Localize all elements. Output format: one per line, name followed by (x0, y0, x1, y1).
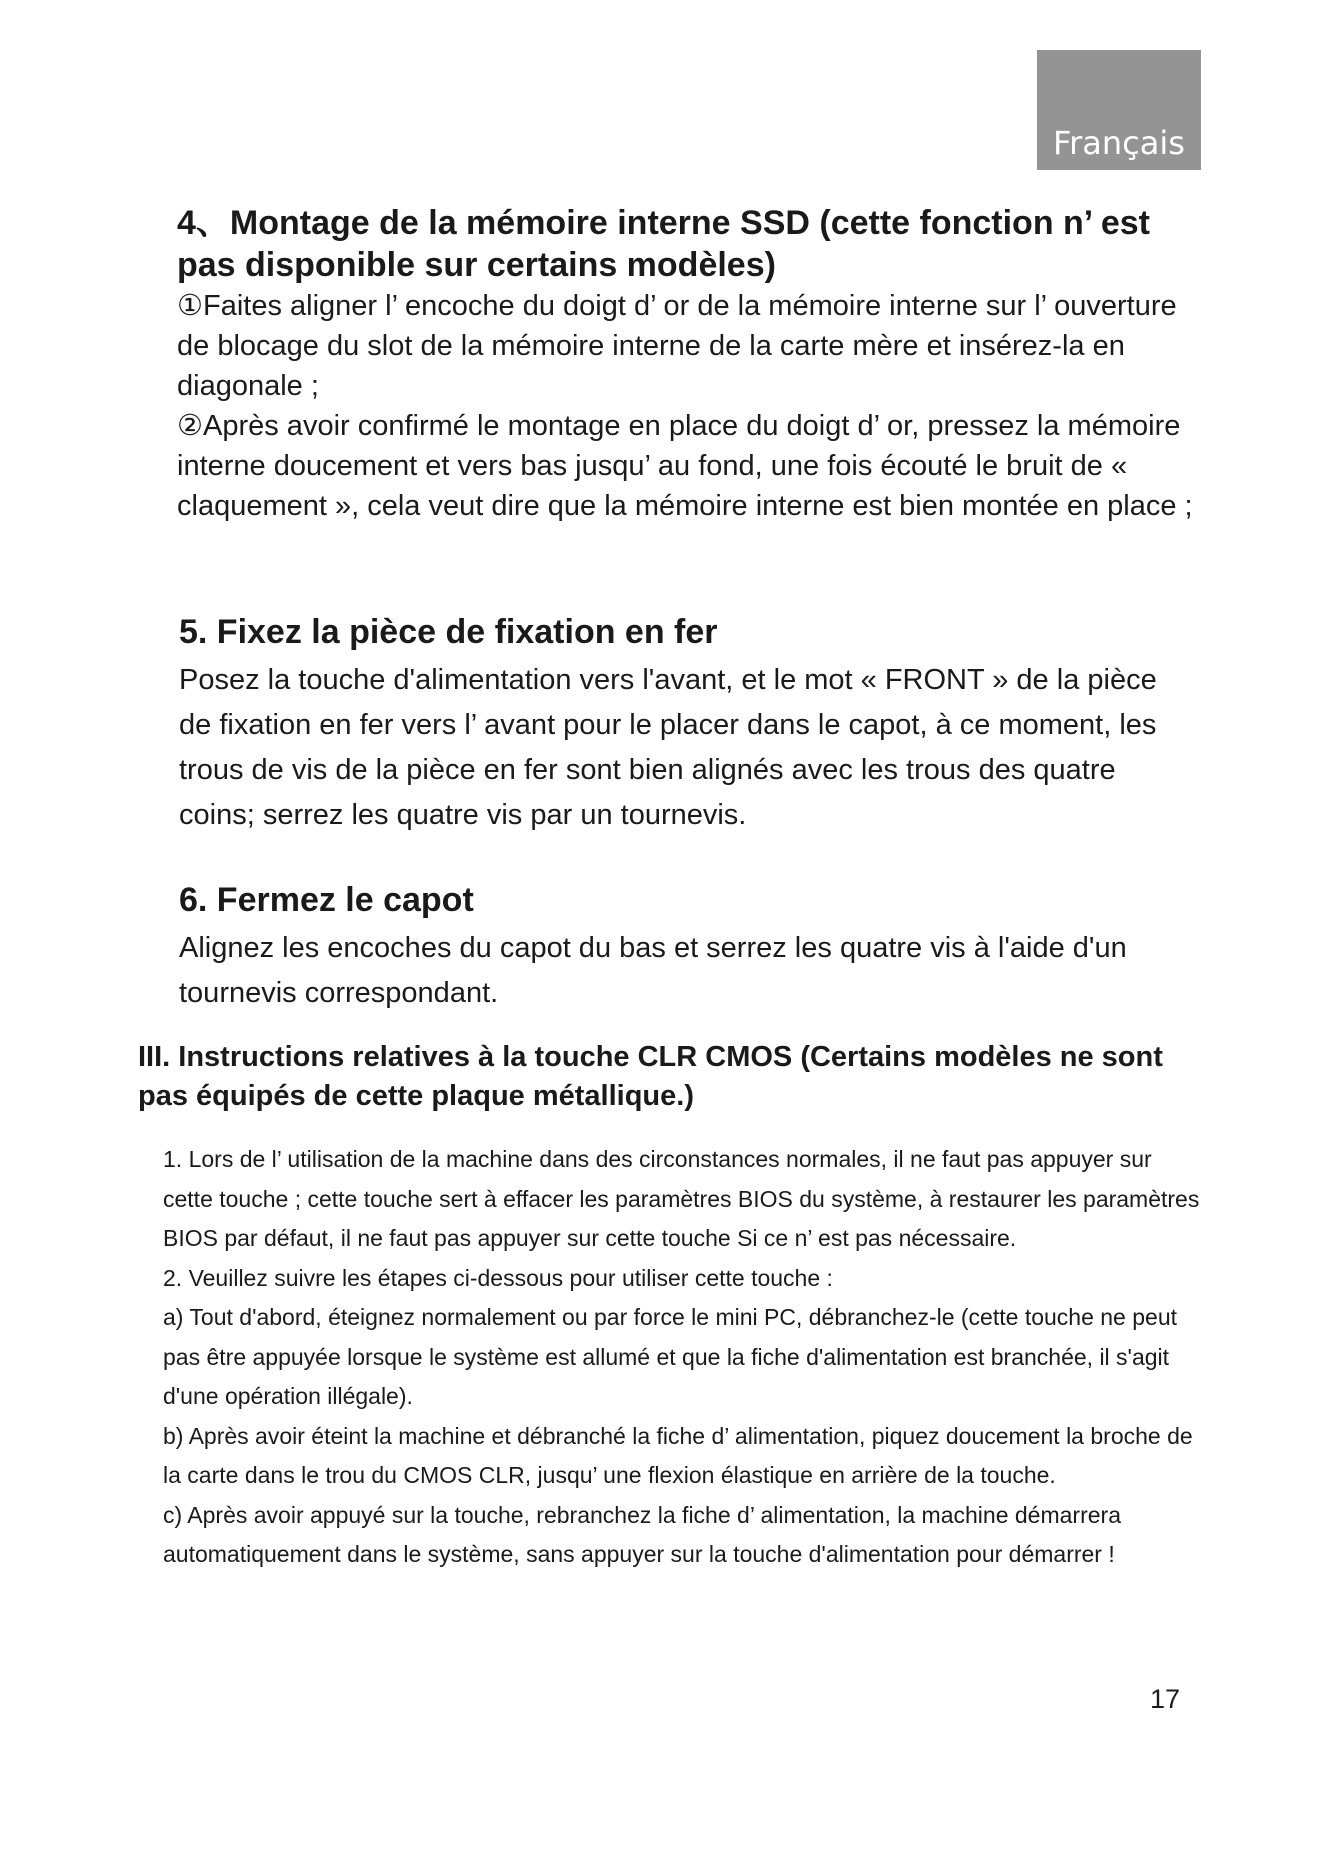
language-tab-label: Français (1053, 124, 1185, 162)
section-5-body: Posez la touche d'alimentation vers l'avant, et le mot « FRONT » de la pièce de fixation en fer vers l’ avant pour le placer dans le capot, à ce moment, les trous de vis de la pièce en fer sont bien alignés avec les trous des quatre coins; serrez les quatre vis par un tournevis. (179, 664, 1157, 831)
section-5 (179, 610, 1179, 838)
section-iii (138, 1038, 1198, 1116)
section-iii-title: III. Instructions relatives à la touche CLR CMOS (Certains modèles ne sont pas équipés de cette plaque métallique.) (138, 1041, 1163, 1112)
list-item: 2. Veuillez suivre les étapes ci-dessous pour utiliser cette touche : (163, 1264, 833, 1291)
section-6-body: Alignez les encoches du capot du bas et serrez les quatre vis à l'aide d'un tournevis correspondant. (179, 932, 1127, 1009)
section-4-step-1: ①Faites aligner l’ encoche du doigt d’ or de la mémoire interne sur l’ ouverture de blocage du slot de la mémoire interne de la carte mère et insérez-la en diagonale ; (177, 290, 1177, 402)
section-iii-list (163, 1140, 1203, 1575)
list-item: b) Après avoir éteint la machine et débranché la fiche d’ alimentation, piquez doucement la broche de la carte dans le trou du CMOS CLR, jusqu’ une flexion élastique en arrière de la touche. (163, 1422, 1193, 1488)
section-5-title: 5. Fixez la pièce de fixation en fer (179, 613, 718, 651)
list-item: a) Tout d'abord, éteignez normalement ou par force le mini PC, débranchez-le (cette touche ne peut pas être appuyée lorsque le système est allumé et que la fiche d'alimentation est branchée, il s'agit d'une opération illégale). (163, 1304, 1177, 1409)
section-4 (177, 202, 1207, 526)
section-4-step-2: ②Après avoir confirmé le montage en place du doigt d’ or, pressez la mémoire interne doucement et vers bas jusqu’ au fond, une fois écouté le bruit de « claquement », cela veut dire que la mémoire interne est bien montée en place ; (177, 410, 1193, 522)
language-tab (1037, 50, 1201, 170)
section-4-title: 4、Montage de la mémoire interne SSD (cette fonction n’ est pas disponible sur certains modèles) (177, 204, 1150, 284)
page-number: 17 (1150, 1684, 1181, 1714)
section-6-title: 6. Fermez le capot (179, 881, 474, 919)
list-item: c) Après avoir appuyé sur la touche, rebranchez la fiche d’ alimentation, la machine démarrera automatiquement dans le système, sans appuyer sur la touche d'alimentation pour démarrer ! (163, 1501, 1121, 1567)
list-item: 1. Lors de l’ utilisation de la machine dans des circonstances normales, il ne faut pas appuyer sur cette touche ; cette touche sert à effacer les paramètres BIOS du système, à restaurer les paramètres BIOS par défaut, il ne faut pas appuyer sur cette touche Si ce n’ est pas nécessaire. (163, 1146, 1200, 1251)
section-6 (179, 878, 1179, 1016)
